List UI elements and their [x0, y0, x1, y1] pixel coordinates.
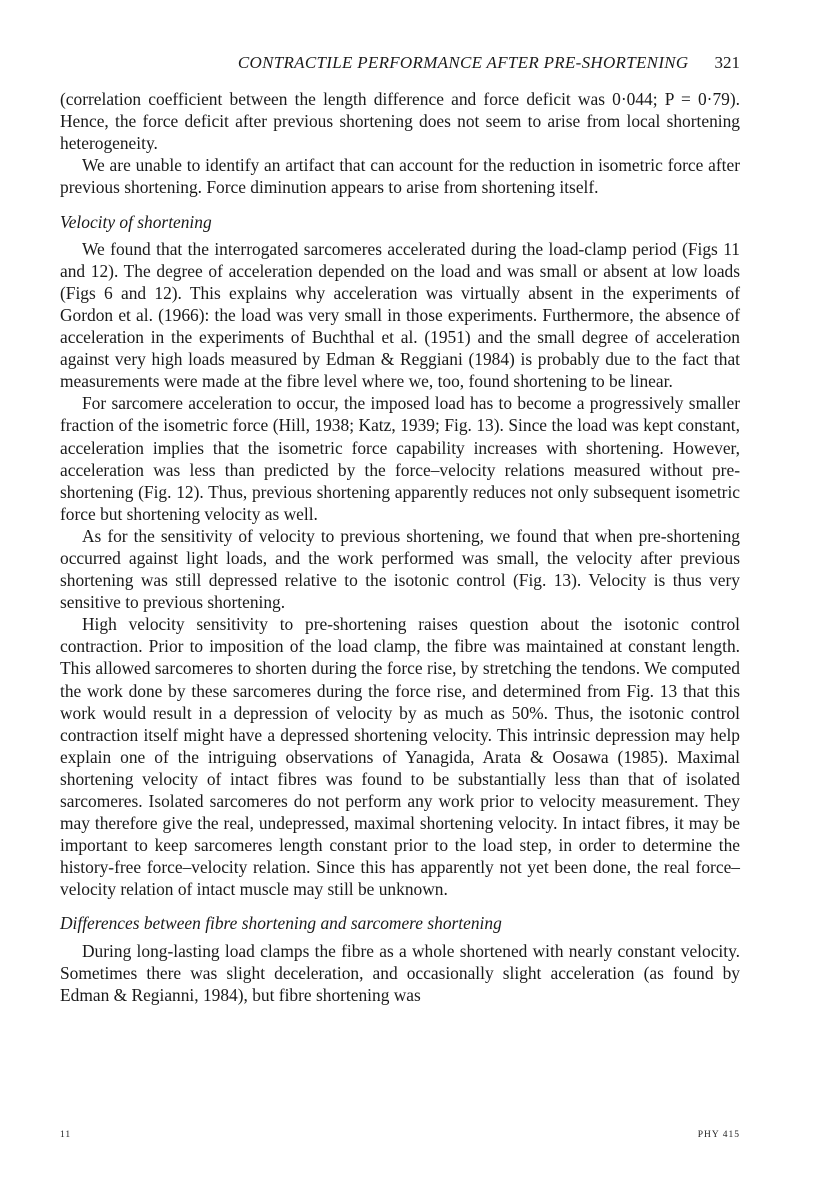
paragraph-5: As for the sensitivity of velocity to previous shortening, we found that when pre-shortening occurred against light loads, and the work performed was small, the velocity after previous shortening was still depressed relative to the isotonic control (Fig. 13). Velocity is thus very sensitive to previous shortening. — [60, 525, 740, 613]
journal-page — [60, 52, 740, 1006]
paragraph-2: We are unable to identify an artifact that can account for the reduction in isometric force after previous shortening. Force diminution appears to arise from shortening itself. — [60, 155, 740, 198]
section-heading-differences: Differences between fibre shortening and sarcomere shortening — [60, 913, 502, 934]
footer-signature: 11 — [60, 1130, 72, 1140]
paragraph-7: During long-lasting load clamps the fibre as a whole shortened with nearly constant velocity. Sometimes there was slight deceleration, and occasionally slight acceleration (as found by Edman & Regianni, 1984), but fibre shortening was — [60, 940, 740, 1005]
paragraph-3: We found that the interrogated sarcomeres accelerated during the load-clamp period (Figs 11 and 12). The degree of acceleration depended on the load and was small or absent at low loads (Figs 6 and 12). This explains why acceleration was virtually absent in the experiments of Gordon et al. (1966): the load was very small in those experiments. Furthermore, the absence of acceleration in the experiments of Buchthal et al. (1951) and the small degree of acceleration against very high loads measured by Edman & Reggiani (1984) is probably due to the fact that measurements were made at the fibre level where we, too, found shortening to be linear. — [60, 238, 740, 392]
footer-code: PHY 415 — [697, 1130, 740, 1140]
section-heading-velocity: Velocity of shortening — [60, 211, 212, 232]
paragraph-1: (correlation coefficient between the length difference and force deficit was 0·044; P = 0·79). Hence, the force deficit after previous shortening does not seem to arise from local shortening heterogeneity. — [60, 89, 740, 154]
page-footer — [60, 1130, 740, 1140]
running-head — [60, 52, 740, 74]
page-number: 321 — [714, 53, 740, 72]
paragraph-6: High velocity sensitivity to pre-shortening raises question about the isotonic control contraction. Prior to imposition of the load clamp, the fibre was maintained at constant length. This allowed sarcomeres to shorten during the force rise, by stretching the tendons. We computed the work done by these sarcomeres during the force rise, and determined from Fig. 13 that this work would result in a depression of velocity by as much as 50%. Thus, the isotonic control contraction itself might have a depressed shortening velocity. This intrinsic depression may help explain one of the intriguing observations of Yanagida, Arata & Oosawa (1985). Maximal shortening velocity of intact fibres was found to be substantially less than that of isolated sarcomeres. Isolated sarcomeres do not perform any work prior to velocity measurement. They may therefore give the real, undepressed, maximal shortening velocity. In intact fibres, it may be important to keep sarcomeres length constant prior to the load step, in order to determine the history-free force–velocity relation. Since this has apparently not yet been done, the real force–velocity relation of intact muscle may still be unknown. — [60, 614, 740, 900]
running-title: CONTRACTILE PERFORMANCE AFTER PRE-SHORTENING — [237, 53, 689, 72]
paragraph-4: For sarcomere acceleration to occur, the imposed load has to become a progressively smaller fraction of the isometric force (Hill, 1938; Katz, 1939; Fig. 13). Since the load was kept constant, acceleration implies that the isometric force capability increases with shortening. However, acceleration was less than predicted by the force–velocity relations measured without pre-shortening (Fig. 12). Thus, previous shortening apparently reduces not only subsequent isometric force but shortening velocity as well. — [60, 393, 740, 524]
